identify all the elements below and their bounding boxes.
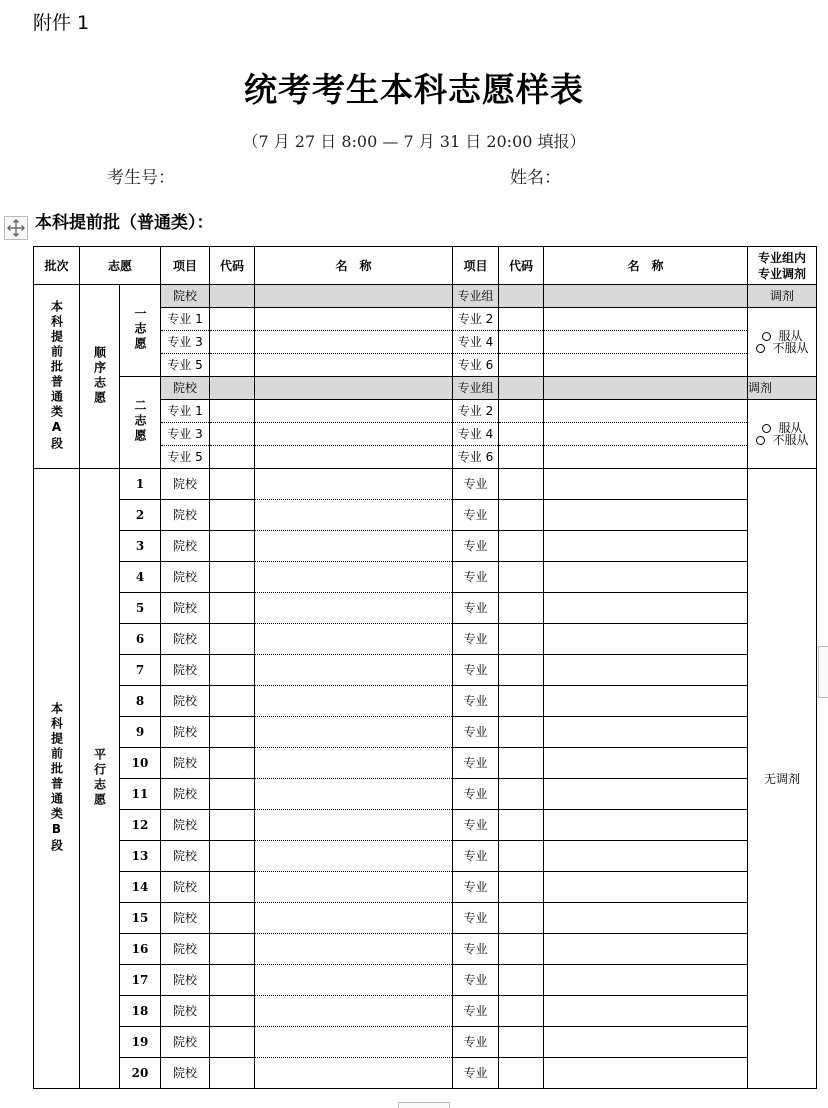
segB-school-code-input[interactable] (210, 686, 255, 717)
segB-major-code-input[interactable] (499, 996, 544, 1027)
segB-school-label: 院校 (161, 903, 210, 934)
adjust-header (748, 247, 817, 285)
item-header: 项目 (161, 247, 210, 285)
segB-school-code-input[interactable] (210, 624, 255, 655)
adjust-disobey-option[interactable] (748, 434, 816, 446)
segB-row (34, 562, 817, 593)
student-id-label: 考生号： (107, 168, 175, 188)
move-arrows-icon (7, 219, 25, 237)
segB-major-label: 专业 (453, 996, 499, 1027)
segB-major-name-input[interactable] (544, 686, 748, 717)
segB-major-label: 专业 (453, 903, 499, 934)
segB-school-name-input[interactable] (255, 810, 453, 841)
segA-adjust-options (748, 308, 817, 377)
segB-school-label: 院校 (161, 531, 210, 562)
radio-circle-icon[interactable] (762, 424, 771, 433)
segA-left-name-input[interactable] (255, 331, 453, 354)
segB-major-label: 专业 (453, 655, 499, 686)
segB-row-number: 17 (120, 965, 161, 996)
segA-adjust-title: 调剂 (748, 377, 817, 400)
segA-right-item: 专业 4 (453, 331, 499, 354)
segB-row-number: 18 (120, 996, 161, 1027)
segB-major-code-input[interactable] (499, 841, 544, 872)
segB-school-name-input[interactable] (255, 1027, 453, 1058)
segB-row-number: 7 (120, 655, 161, 686)
segB-batch-cell (34, 469, 80, 1089)
adjust-disobey-option[interactable] (748, 342, 816, 354)
segA-left-code-input[interactable] (210, 377, 255, 400)
segB-major-label: 专业 (453, 469, 499, 500)
segB-batch-label: 本科提前批普通类B段 (49, 701, 64, 854)
adjust-option-label: 不服从 (772, 433, 809, 447)
application-table (33, 246, 817, 1089)
section-title: 本科提前批（普通类）： (35, 213, 214, 233)
segB-school-code-input[interactable] (210, 469, 255, 500)
segA-right-code-input[interactable] (499, 423, 544, 446)
segB-row-number: 16 (120, 934, 161, 965)
segB-row (34, 717, 817, 748)
segB-major-name-input[interactable] (544, 934, 748, 965)
segB-school-name-input[interactable] (255, 562, 453, 593)
segB-choice-label: 平行志愿 (92, 747, 107, 808)
segB-choice-cell (80, 469, 120, 1089)
segA-group-label: 二志愿 (133, 399, 147, 444)
segB-major-name-input[interactable] (544, 655, 748, 686)
segA-right-name-input[interactable] (544, 331, 748, 354)
segA-left-item: 专业 1 (161, 400, 210, 423)
segB-school-code-input[interactable] (210, 531, 255, 562)
segB-major-name-input[interactable] (544, 748, 748, 779)
segB-row-number: 9 (120, 717, 161, 748)
segB-major-code-input[interactable] (499, 531, 544, 562)
segB-school-name-input[interactable] (255, 469, 453, 500)
segB-row-number: 15 (120, 903, 161, 934)
segB-row-number: 20 (120, 1058, 161, 1089)
segB-row-number: 13 (120, 841, 161, 872)
segB-school-name-input[interactable] (255, 779, 453, 810)
segB-school-code-input[interactable] (210, 841, 255, 872)
segB-row-number: 14 (120, 872, 161, 903)
segA-left-name-input[interactable] (255, 446, 453, 469)
segB-major-code-input[interactable] (499, 748, 544, 779)
segB-major-code-input[interactable] (499, 1058, 544, 1089)
name-header: 名 称 (255, 247, 453, 285)
segA-batch-label: 本科提前批普通类A段 (49, 299, 64, 452)
segA-right-name-input[interactable] (544, 423, 748, 446)
segB-major-label: 专业 (453, 624, 499, 655)
segA-right-code-input[interactable] (499, 446, 544, 469)
segB-major-label: 专业 (453, 810, 499, 841)
segB-major-code-input[interactable] (499, 810, 544, 841)
segB-major-label: 专业 (453, 934, 499, 965)
adjust-option-label: 服从 (778, 329, 803, 343)
segB-school-code-input[interactable] (210, 810, 255, 841)
segB-row-number: 1 (120, 469, 161, 500)
code-header: 代码 (210, 247, 255, 285)
segB-major-label: 专业 (453, 686, 499, 717)
fill-period: （7 月 27 日 8:00 — 7 月 31 日 20:00 填报） (242, 132, 586, 151)
segB-row-number: 6 (120, 624, 161, 655)
segB-school-label: 院校 (161, 872, 210, 903)
segB-row-number: 5 (120, 593, 161, 624)
segA-right-code-input[interactable] (499, 377, 544, 400)
segB-major-label: 专业 (453, 841, 499, 872)
segA-right-item: 专业 6 (453, 354, 499, 377)
segA-left-code-input[interactable] (210, 423, 255, 446)
segB-major-name-input[interactable] (544, 996, 748, 1027)
segB-school-name-input[interactable] (255, 1058, 453, 1089)
segB-major-label: 专业 (453, 748, 499, 779)
segA-right-name-input[interactable] (544, 285, 748, 308)
segB-major-code-input[interactable] (499, 965, 544, 996)
student-name-label: 姓名： (510, 168, 561, 188)
segA-right-name-input[interactable] (544, 377, 748, 400)
segB-school-code-input[interactable] (210, 872, 255, 903)
segB-major-code-input[interactable] (499, 1027, 544, 1058)
segA-group-label: 一志愿 (133, 307, 147, 352)
segA-row (34, 377, 817, 400)
segB-school-name-input[interactable] (255, 655, 453, 686)
segB-school-label: 院校 (161, 748, 210, 779)
segA-left-name-input[interactable] (255, 285, 453, 308)
code2-header: 代码 (499, 247, 544, 285)
segB-school-label: 院校 (161, 996, 210, 1027)
batch-header: 批次 (34, 247, 80, 285)
segB-major-label: 专业 (453, 1027, 499, 1058)
segB-major-name-input[interactable] (544, 531, 748, 562)
segB-school-label: 院校 (161, 624, 210, 655)
segB-major-code-input[interactable] (499, 934, 544, 965)
segB-row-number: 19 (120, 1027, 161, 1058)
segB-major-label: 专业 (453, 872, 499, 903)
choice-header: 志愿 (80, 247, 161, 285)
segB-row-number: 11 (120, 779, 161, 810)
segB-school-code-input[interactable] (210, 562, 255, 593)
segA-left-code-input[interactable] (210, 285, 255, 308)
segB-row (34, 748, 817, 779)
segB-row (34, 686, 817, 717)
segA-left-name-input[interactable] (255, 354, 453, 377)
segB-row-number: 2 (120, 500, 161, 531)
segA-left-code-input[interactable] (210, 308, 255, 331)
segB-school-name-input[interactable] (255, 903, 453, 934)
segB-major-name-input[interactable] (544, 500, 748, 531)
segB-school-label: 院校 (161, 934, 210, 965)
segB-school-name-input[interactable] (255, 531, 453, 562)
segB-row (34, 624, 817, 655)
segB-school-code-input[interactable] (210, 1058, 255, 1089)
segB-major-label: 专业 (453, 717, 499, 748)
adjust-header-line1: 专业组内 (758, 250, 807, 265)
segB-school-label: 院校 (161, 841, 210, 872)
segA-adjust-title: 调剂 (748, 285, 817, 308)
segB-school-name-input[interactable] (255, 748, 453, 779)
segB-school-label: 院校 (161, 810, 210, 841)
segB-row (34, 531, 817, 562)
segA-choice-label: 顺序志愿 (92, 345, 107, 406)
adjust-option-label: 服从 (778, 421, 803, 435)
segB-school-name-input[interactable] (255, 965, 453, 996)
segB-school-label: 院校 (161, 655, 210, 686)
segB-school-label: 院校 (161, 779, 210, 810)
segB-major-name-input[interactable] (544, 965, 748, 996)
segB-major-name-input[interactable] (544, 1027, 748, 1058)
segB-school-label: 院校 (161, 686, 210, 717)
segA-left-item: 专业 3 (161, 423, 210, 446)
segB-school-code-input[interactable] (210, 903, 255, 934)
segB-major-name-input[interactable] (544, 810, 748, 841)
segA-right-name-input[interactable] (544, 446, 748, 469)
header-row (34, 247, 817, 285)
segB-school-label: 院校 (161, 1058, 210, 1089)
segB-major-code-input[interactable] (499, 562, 544, 593)
segB-row (34, 1027, 817, 1058)
segA-choice-cell (80, 285, 120, 469)
segB-major-code-input[interactable] (499, 469, 544, 500)
segB-school-name-input[interactable] (255, 996, 453, 1027)
segA-group-label-cell (120, 285, 161, 377)
segB-row (34, 872, 817, 903)
segB-row-number: 10 (120, 748, 161, 779)
segB-major-name-input[interactable] (544, 841, 748, 872)
segA-left-item: 专业 5 (161, 354, 210, 377)
segB-row-number: 8 (120, 686, 161, 717)
segA-left-code-input[interactable] (210, 354, 255, 377)
segB-school-code-input[interactable] (210, 593, 255, 624)
segB-row (34, 810, 817, 841)
segB-school-code-input[interactable] (210, 965, 255, 996)
name2-header: 名 称 (544, 247, 748, 285)
segB-school-code-input[interactable] (210, 779, 255, 810)
segB-major-name-input[interactable] (544, 469, 748, 500)
segA-right-code-input[interactable] (499, 331, 544, 354)
segB-school-label: 院校 (161, 469, 210, 500)
segB-row (34, 779, 817, 810)
segB-school-label: 院校 (161, 717, 210, 748)
segB-row-number: 3 (120, 531, 161, 562)
segA-left-code-input[interactable] (210, 400, 255, 423)
segB-major-code-input[interactable] (499, 686, 544, 717)
segA-right-code-input[interactable] (499, 354, 544, 377)
segB-major-code-input[interactable] (499, 500, 544, 531)
segB-school-name-input[interactable] (255, 686, 453, 717)
segB-row (34, 593, 817, 624)
segA-right-name-input[interactable] (544, 400, 748, 423)
segB-school-code-input[interactable] (210, 500, 255, 531)
segB-row (34, 996, 817, 1027)
segB-major-code-input[interactable] (499, 655, 544, 686)
segA-right-code-input[interactable] (499, 285, 544, 308)
segA-left-name-input[interactable] (255, 308, 453, 331)
segB-major-code-input[interactable] (499, 593, 544, 624)
segA-left-item: 专业 5 (161, 446, 210, 469)
segB-major-name-input[interactable] (544, 562, 748, 593)
segB-school-code-input[interactable] (210, 655, 255, 686)
segA-right-code-input[interactable] (499, 400, 544, 423)
segB-school-label: 院校 (161, 965, 210, 996)
segB-major-label: 专业 (453, 965, 499, 996)
segB-school-label: 院校 (161, 1027, 210, 1058)
resize-handle-bottom[interactable] (398, 1102, 450, 1108)
segB-school-label: 院校 (161, 593, 210, 624)
segA-right-code-input[interactable] (499, 308, 544, 331)
segB-school-name-input[interactable] (255, 872, 453, 903)
segB-major-label: 专业 (453, 500, 499, 531)
segB-major-code-input[interactable] (499, 872, 544, 903)
segA-left-name-input[interactable] (255, 423, 453, 446)
segA-group-label-cell (120, 377, 161, 469)
segA-left-name-input[interactable] (255, 400, 453, 423)
segB-school-code-input[interactable] (210, 748, 255, 779)
segA-right-item: 专业组 (453, 285, 499, 308)
segA-left-name-input[interactable] (255, 377, 453, 400)
segB-school-label: 院校 (161, 500, 210, 531)
segA-right-item: 专业组 (453, 377, 499, 400)
segB-school-name-input[interactable] (255, 500, 453, 531)
segB-school-name-input[interactable] (255, 934, 453, 965)
segB-row (34, 841, 817, 872)
segB-school-code-input[interactable] (210, 996, 255, 1027)
segA-left-code-input[interactable] (210, 331, 255, 354)
segB-row-number: 4 (120, 562, 161, 593)
segB-major-name-input[interactable] (544, 872, 748, 903)
segA-left-item: 专业 1 (161, 308, 210, 331)
segA-batch-cell (34, 285, 80, 469)
segB-school-label: 院校 (161, 562, 210, 593)
segB-major-code-input[interactable] (499, 903, 544, 934)
segA-right-item: 专业 6 (453, 446, 499, 469)
segA-right-name-input[interactable] (544, 354, 748, 377)
segB-major-name-input[interactable] (544, 903, 748, 934)
segB-major-name-input[interactable] (544, 624, 748, 655)
segB-row (34, 1058, 817, 1089)
segA-left-item: 院校 (161, 285, 210, 308)
segB-school-name-input[interactable] (255, 593, 453, 624)
segA-row (34, 285, 817, 308)
segA-right-name-input[interactable] (544, 308, 748, 331)
radio-circle-icon[interactable] (756, 344, 765, 353)
adjust-header-line2: 专业调剂 (758, 266, 807, 281)
segB-school-code-input[interactable] (210, 1027, 255, 1058)
segB-school-code-input[interactable] (210, 934, 255, 965)
segB-school-name-input[interactable] (255, 717, 453, 748)
segA-left-item: 院校 (161, 377, 210, 400)
segB-no-adjust: 无调剂 (748, 469, 817, 1089)
radio-circle-icon[interactable] (762, 332, 771, 341)
segA-left-item: 专业 3 (161, 331, 210, 354)
segB-major-name-input[interactable] (544, 779, 748, 810)
segB-major-code-input[interactable] (499, 779, 544, 810)
segB-row (34, 655, 817, 686)
segB-major-name-input[interactable] (544, 717, 748, 748)
item2-header: 项目 (453, 247, 499, 285)
segB-row (34, 500, 817, 531)
segB-major-label: 专业 (453, 779, 499, 810)
segB-school-name-input[interactable] (255, 624, 453, 655)
segB-school-name-input[interactable] (255, 841, 453, 872)
segB-major-label: 专业 (453, 531, 499, 562)
segA-right-item: 专业 4 (453, 423, 499, 446)
segB-major-label: 专业 (453, 593, 499, 624)
resize-handle-right[interactable] (818, 646, 828, 698)
segA-right-item: 专业 2 (453, 308, 499, 331)
segB-row (34, 903, 817, 934)
segB-major-label: 专业 (453, 1058, 499, 1089)
segB-school-code-input[interactable] (210, 717, 255, 748)
segA-adjust-options (748, 400, 817, 469)
segB-row-number: 12 (120, 810, 161, 841)
segB-major-code-input[interactable] (499, 624, 544, 655)
segB-row (34, 965, 817, 996)
segA-right-item: 专业 2 (453, 400, 499, 423)
page-title: 统考考生本科志愿样表 (244, 70, 584, 109)
radio-circle-icon[interactable] (756, 436, 765, 445)
segB-row (34, 934, 817, 965)
segB-major-label: 专业 (453, 562, 499, 593)
segB-major-name-input[interactable] (544, 593, 748, 624)
attachment-label: 附件 1 (33, 12, 90, 34)
adjust-option-label: 不服从 (772, 341, 809, 355)
table-move-icon[interactable] (4, 216, 28, 240)
segB-row (34, 469, 817, 500)
segB-major-name-input[interactable] (544, 1058, 748, 1089)
segA-left-code-input[interactable] (210, 446, 255, 469)
segB-major-code-input[interactable] (499, 717, 544, 748)
